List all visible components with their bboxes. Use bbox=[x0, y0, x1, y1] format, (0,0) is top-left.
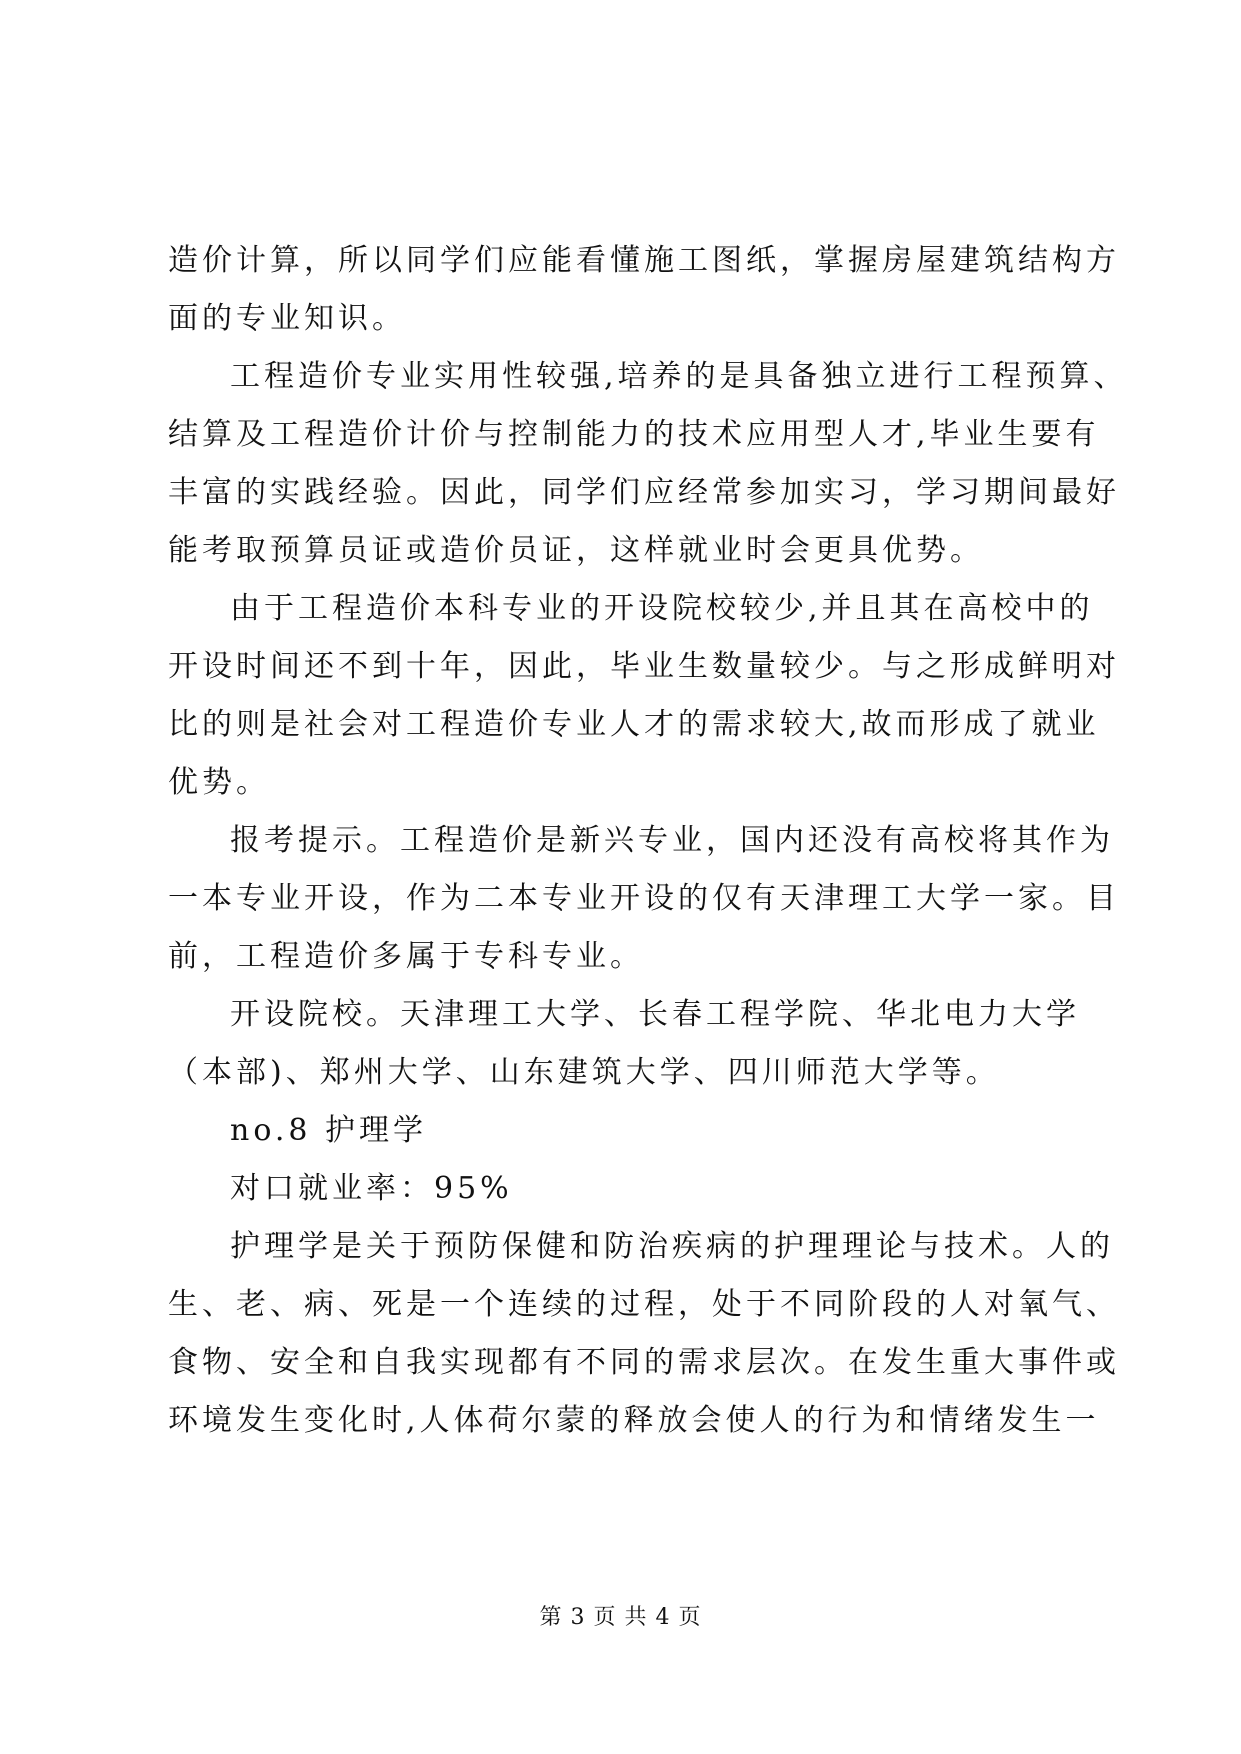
body-line-4: 结算及工程造价计价与控制能力的技术应用型人才,毕业生要有 bbox=[168, 417, 1100, 452]
body-line-7: 由于工程造价本科专业的开设院校较少,并且其在高校中的 bbox=[230, 591, 1094, 626]
section-heading-nursing: no.8 护理学 bbox=[230, 1113, 428, 1148]
document-body bbox=[168, 232, 1128, 1450]
page-number-footer: 第 3 页 共 4 页 bbox=[539, 1605, 702, 1630]
body-line-3: 工程造价专业实用性较强,培养的是具备独立进行工程预算、 bbox=[230, 359, 1128, 394]
body-line-6: 能考取预算员证或造价员证，这样就业时会更具优势。 bbox=[168, 533, 984, 568]
body-line-11: 报考提示。工程造价是新兴专业，国内还没有高校将其作为 bbox=[230, 823, 1114, 858]
body-line-5: 丰富的实践经验。因此，同学们应经常参加实习，学习期间最好 bbox=[168, 475, 1120, 510]
body-line-2: 面的专业知识。 bbox=[168, 301, 406, 336]
body-line-18: 护理学是关于预防保健和防治疾病的护理理论与技术。人的 bbox=[230, 1229, 1114, 1264]
body-line-10: 优势。 bbox=[168, 765, 270, 800]
body-line-8: 开设时间还不到十年，因此，毕业生数量较少。与之形成鲜明对 bbox=[168, 649, 1120, 684]
body-line-1: 造价计算，所以同学们应能看懂施工图纸，掌握房屋建筑结构方 bbox=[168, 243, 1120, 278]
body-line-19: 生、老、病、死是一个连续的过程，处于不同阶段的人对氧气、 bbox=[168, 1287, 1120, 1322]
body-line-20: 食物、安全和自我实现都有不同的需求层次。在发生重大事件或 bbox=[168, 1345, 1120, 1380]
body-line-12: 一本专业开设，作为二本专业开设的仅有天津理工大学一家。目 bbox=[168, 881, 1120, 916]
body-line-9: 比的则是社会对工程造价专业人才的需求较大,故而形成了就业 bbox=[168, 707, 1100, 742]
body-line-21: 环境发生变化时,人体荷尔蒙的释放会使人的行为和情绪发生一 bbox=[168, 1403, 1100, 1438]
body-line-13: 前，工程造价多属于专科专业。 bbox=[168, 939, 644, 974]
body-line-14: 开设院校。天津理工大学、长春工程学院、华北电力大学 bbox=[230, 997, 1080, 1032]
body-line-15: （本部)、郑州大学、山东建筑大学、四川师范大学等。 bbox=[168, 1055, 1000, 1090]
employment-rate-line: 对口就业率：95% bbox=[230, 1171, 513, 1206]
